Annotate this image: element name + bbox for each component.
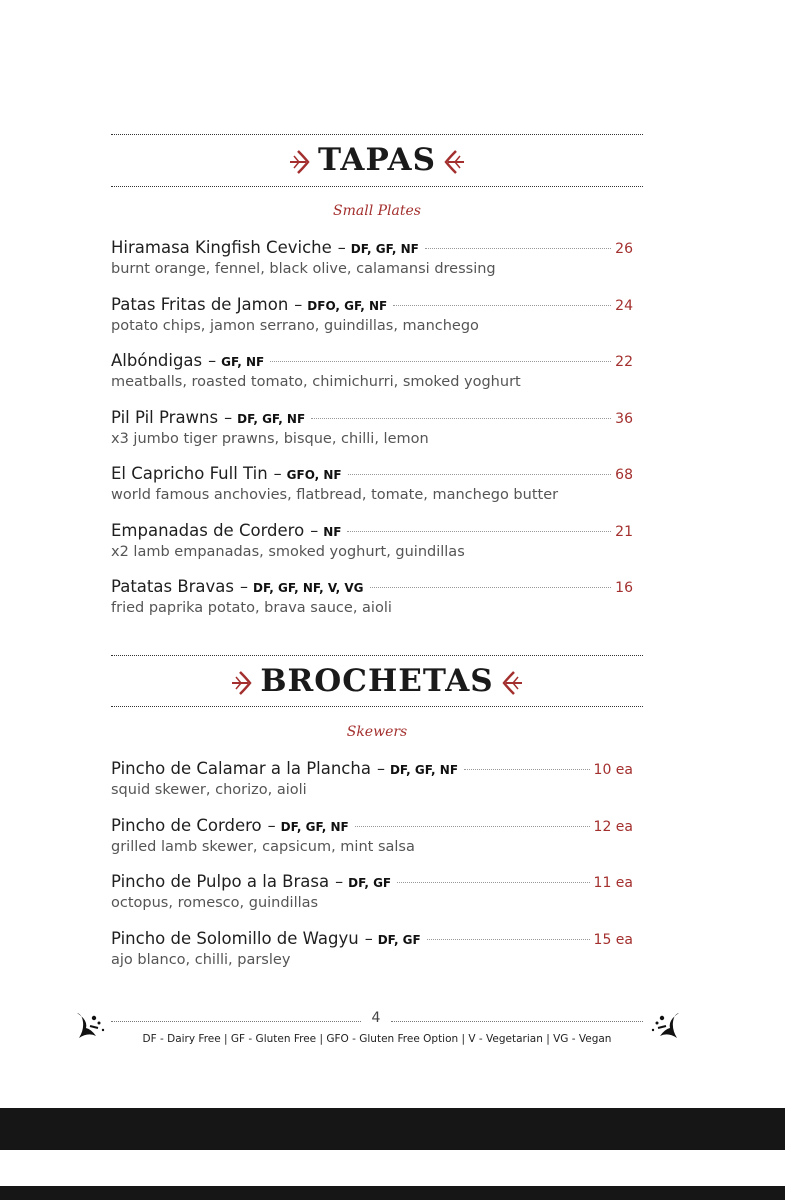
item-price: 22 [615, 354, 633, 370]
bottom-bar [0, 1108, 785, 1150]
menu-item: Pil Pil Prawns – DF, GF, NF 36 x3 jumbo tiger prawns, bisque, chilli, lemon [111, 408, 633, 447]
divider-top-brochetas [111, 655, 643, 656]
right-flourish-icon [442, 149, 466, 175]
dietary-tags: DF, GF [377, 933, 421, 947]
section-subtitle-brochetas: Skewers [346, 724, 408, 740]
item-description: fried paprika potato, brava sauce, aioli [111, 600, 392, 616]
item-name: El Capricho Full Tin [111, 464, 268, 483]
dot-leader [425, 248, 611, 249]
left-flourish-icon [230, 670, 254, 696]
item-description: meatballs, roasted tomato, chimichurri, smoked yoghurt [111, 374, 521, 390]
item-price: 24 [615, 298, 633, 314]
item-name: Pil Pil Prawns [111, 408, 219, 427]
menu-item: El Capricho Full Tin – GFO, NF 68 world famous anchovies, flatbread, tomate, manchego butter [111, 464, 633, 503]
page-number: 4 [371, 1010, 381, 1026]
divider-bottom-brochetas [111, 706, 643, 707]
menu-item: Patatas Bravas – DF, GF, NF, V, VG 16 fried paprika potato, brava sauce, aioli [111, 577, 633, 616]
item-name: Pincho de Cordero [111, 816, 262, 835]
item-price: 12 ea [593, 819, 633, 835]
section-subtitle-tapas: Small Plates [333, 203, 421, 219]
dot-leader [270, 361, 611, 362]
item-name: Pincho de Pulpo a la Brasa [111, 872, 330, 891]
item-description: grilled lamb skewer, capsicum, mint salsa [111, 839, 415, 855]
dot-leader [311, 418, 611, 419]
dietary-legend: DF - Dairy Free | GF - Gluten Free | GFO - Gluten Free Option | V - Vegetarian | VG - Vegan [142, 1033, 612, 1045]
divider-top-tapas [111, 134, 643, 135]
dot-leader [355, 826, 590, 827]
dietary-tags: DF, GF, NF [237, 412, 306, 426]
item-description: ajo blanco, chilli, parsley [111, 952, 291, 968]
right-splash-ornament-icon [646, 1010, 682, 1042]
footer-divider-left [111, 1021, 361, 1022]
menu-item: Pincho de Calamar a la Plancha – DF, GF, NF 10 ea squid skewer, chorizo, aioli [111, 759, 633, 798]
footer-divider-right [391, 1021, 643, 1022]
menu-item: Hiramasa Kingfish Ceviche – DF, GF, NF 26 burnt orange, fennel, black olive, calamansi dressing [111, 238, 633, 277]
item-description: x3 jumbo tiger prawns, bisque, chilli, lemon [111, 431, 429, 447]
divider-bottom-tapas [111, 186, 643, 187]
item-name: Pincho de Solomillo de Wagyu [111, 929, 359, 948]
dot-leader [348, 474, 612, 475]
item-name: Patas Fritas de Jamon [111, 295, 289, 314]
dietary-tags: DF, GF [348, 876, 392, 890]
item-price: 36 [615, 411, 633, 427]
item-description: octopus, romesco, guindillas [111, 895, 319, 911]
item-price: 26 [615, 241, 633, 257]
left-splash-ornament-icon [74, 1010, 110, 1042]
left-flourish-icon [288, 149, 312, 175]
dot-leader [393, 305, 611, 306]
item-name: Albóndigas [111, 351, 203, 370]
item-name: Hiramasa Kingfish Ceviche [111, 238, 332, 257]
item-name: Patatas Bravas [111, 577, 235, 596]
item-description: burnt orange, fennel, black olive, calamansi dressing [111, 261, 496, 277]
dot-leader [397, 882, 589, 883]
menu-item: Pincho de Cordero – DF, GF, NF 12 ea grilled lamb skewer, capsicum, mint salsa [111, 816, 633, 855]
dot-leader [347, 531, 611, 532]
dot-leader [427, 939, 590, 940]
section-title-brochetas [111, 661, 643, 701]
dot-leader [370, 587, 612, 588]
dietary-tags: GF, NF [221, 355, 265, 369]
menu-item: Patas Fritas de Jamon – DFO, GF, NF 24 potato chips, jamon serrano, guindillas, manchego [111, 295, 633, 334]
item-description: x2 lamb empanadas, smoked yoghurt, guindillas [111, 544, 465, 560]
dietary-tags: NF [323, 525, 342, 539]
item-description: world famous anchovies, flatbread, tomate, manchego butter [111, 487, 559, 503]
dietary-tags: DF, GF, NF [389, 763, 459, 777]
dietary-tags: GFO, NF [286, 468, 342, 482]
item-price: 10 ea [593, 762, 633, 778]
dietary-tags: DF, GF, NF [350, 242, 419, 256]
item-price: 15 ea [593, 932, 633, 948]
item-description: squid skewer, chorizo, aioli [111, 782, 307, 798]
dot-leader [464, 769, 590, 770]
dietary-tags: DF, GF, NF [280, 820, 349, 834]
item-price: 21 [615, 524, 633, 540]
dietary-tags: DFO, GF, NF [307, 299, 388, 313]
item-description: potato chips, jamon serrano, guindillas, manchego [111, 318, 479, 334]
item-price: 16 [615, 580, 633, 596]
bottom-gap [0, 1150, 785, 1186]
menu-item: Pincho de Solomillo de Wagyu – DF, GF 15 ea ajo blanco, chilli, parsley [111, 929, 633, 968]
section-title-text: BROCHETAS [260, 663, 494, 699]
menu-item: Pincho de Pulpo a la Brasa – DF, GF 11 ea octopus, romesco, guindillas [111, 872, 633, 911]
item-price: 68 [615, 467, 633, 483]
section-title-tapas [111, 140, 643, 180]
menu-item: Empanadas de Cordero – NF 21 x2 lamb empanadas, smoked yoghurt, guindillas [111, 521, 633, 560]
section-title-text: TAPAS [318, 142, 436, 178]
item-name: Empanadas de Cordero [111, 521, 305, 540]
bottom-edge-bar [0, 1186, 785, 1200]
right-flourish-icon [500, 670, 524, 696]
item-name: Pincho de Calamar a la Plancha [111, 759, 371, 778]
dietary-tags: DF, GF, NF, V, VG [253, 581, 364, 595]
menu-item: Albóndigas – GF, NF 22 meatballs, roasted tomato, chimichurri, smoked yoghurt [111, 351, 633, 390]
item-price: 11 ea [593, 875, 633, 891]
